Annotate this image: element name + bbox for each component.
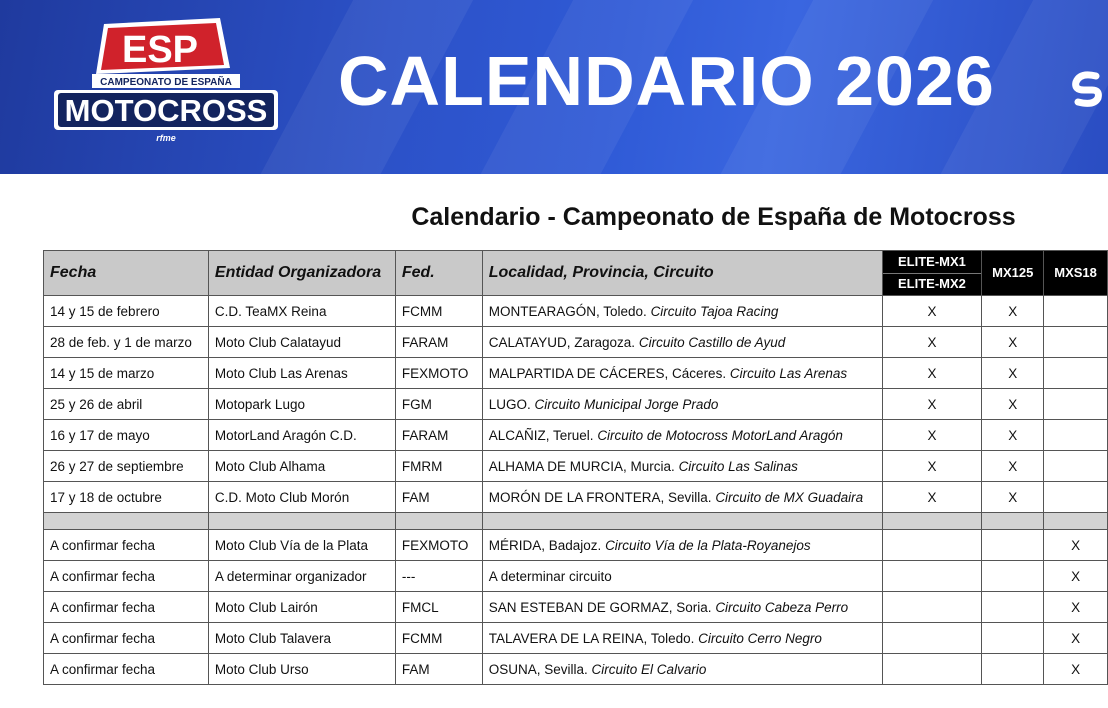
cell-fecha: 14 y 15 de febrero [44, 296, 209, 327]
header-banner [0, 0, 1108, 174]
cell-mxs18 [1044, 327, 1108, 358]
cell-entidad: A determinar organizador [208, 561, 395, 592]
cell-mx125: X [982, 482, 1044, 513]
cell-mxs18: X [1044, 592, 1108, 623]
cell-fed: --- [395, 561, 482, 592]
cell-localidad [482, 420, 882, 451]
locality-text: MONTEARAGÓN, Toledo. [488, 303, 647, 319]
cell-elite [882, 530, 982, 561]
cell-entidad: C.D. Moto Club Morón [208, 482, 395, 513]
cell-mxs18 [1044, 389, 1108, 420]
table-row [44, 327, 1108, 358]
cell-localidad [482, 623, 882, 654]
table-row [44, 592, 1108, 623]
cell-fecha: 17 y 18 de octubre [44, 482, 209, 513]
locality-text: LUGO. [488, 396, 531, 412]
table-row [44, 296, 1108, 327]
header-localidad: Localidad, Provincia, Circuito [482, 251, 882, 296]
cell-mx125: X [982, 451, 1044, 482]
header-elite [882, 251, 982, 296]
cell-entidad: Moto Club Alhama [208, 451, 395, 482]
locality-text: ALHAMA DE MURCIA, Murcia. [488, 458, 675, 474]
separator-row [44, 513, 1108, 530]
cell-mxs18 [1044, 420, 1108, 451]
cell-localidad [482, 530, 882, 561]
cell-mx125: X [982, 296, 1044, 327]
cell-elite: X [882, 389, 982, 420]
cell-fed: FARAM [395, 420, 482, 451]
cell-fecha: A confirmar fecha [44, 592, 209, 623]
cell-elite: X [882, 420, 982, 451]
cell-mxs18: X [1044, 623, 1108, 654]
locality-text: TALAVERA DE LA REINA, Toledo. [488, 630, 695, 646]
cell-localidad [482, 451, 882, 482]
circuit-text: Circuito Castillo de Ayud [638, 334, 786, 350]
cell-mx125: X [982, 327, 1044, 358]
logo-motocross-text: MOTOCROSS [64, 93, 268, 128]
cell-fed: FMCL [395, 592, 482, 623]
cell-fed: FARAM [395, 327, 482, 358]
table-row [44, 654, 1108, 685]
cell-entidad: Motopark Lugo [208, 389, 395, 420]
cell-mxs18 [1044, 451, 1108, 482]
table-header-row [44, 251, 1108, 296]
cell-entidad: MotorLand Aragón C.D. [208, 420, 395, 451]
cell-fed: FMRM [395, 451, 482, 482]
circuit-text: Circuito Cabeza Perro [715, 599, 849, 615]
table-row [44, 482, 1108, 513]
locality-text: ALCAÑIZ, Teruel. [488, 427, 594, 443]
cell-localidad [482, 358, 882, 389]
cell-mx125 [982, 592, 1044, 623]
cell-fecha: A confirmar fecha [44, 654, 209, 685]
header-fecha: Fecha [44, 251, 209, 296]
motocross-championship-logo [52, 14, 280, 148]
logo-sub-text: CAMPEONATO DE ESPAÑA [100, 77, 232, 88]
cell-fed: FCMM [395, 296, 482, 327]
cell-elite [882, 654, 982, 685]
cell-entidad: Moto Club Urso [208, 654, 395, 685]
locality-text: CALATAYUD, Zaragoza. [488, 334, 636, 350]
circuit-text: Circuito El Calvario [591, 661, 707, 677]
cell-fecha: A confirmar fecha [44, 623, 209, 654]
header-fed: Fed. [395, 251, 482, 296]
logo-rfme-text: rfme [156, 133, 176, 143]
cell-entidad: Moto Club Talavera [208, 623, 395, 654]
cell-fed: FCMM [395, 623, 482, 654]
cell-mxs18 [1044, 358, 1108, 389]
cell-fed: FAM [395, 482, 482, 513]
header-elite-mx2: ELITE-MX2 [883, 273, 982, 296]
cell-mxs18: X [1044, 561, 1108, 592]
cell-localidad [482, 482, 882, 513]
cell-elite: X [882, 327, 982, 358]
table-row [44, 420, 1108, 451]
table-row [44, 451, 1108, 482]
cell-fed: FEXMOTO [395, 358, 482, 389]
cell-elite: X [882, 451, 982, 482]
cell-mxs18: X [1044, 530, 1108, 561]
table-row [44, 389, 1108, 420]
cell-mx125: X [982, 420, 1044, 451]
logo-esp-text: ESP [121, 29, 199, 71]
cell-elite: X [882, 482, 982, 513]
table-row [44, 358, 1108, 389]
header-entidad: Entidad Organizadora [208, 251, 395, 296]
table-row [44, 530, 1108, 561]
cell-entidad: Moto Club Las Arenas [208, 358, 395, 389]
cell-localidad [482, 296, 882, 327]
cell-mx125 [982, 623, 1044, 654]
cell-mx125 [982, 654, 1044, 685]
cell-mx125: X [982, 389, 1044, 420]
calendar-table [43, 250, 1108, 685]
cell-elite [882, 592, 982, 623]
circuit-text: Circuito Cerro Negro [698, 630, 822, 646]
cell-elite: X [882, 296, 982, 327]
header-mxs18: MXS18 [1044, 251, 1108, 296]
cell-entidad: Moto Club Vía de la Plata [208, 530, 395, 561]
header-elite-mx1: ELITE-MX1 [898, 253, 966, 269]
cell-entidad: Moto Club Lairón [208, 592, 395, 623]
cell-mx125: X [982, 358, 1044, 389]
cell-fed: FAM [395, 654, 482, 685]
cell-elite [882, 561, 982, 592]
locality-text: SAN ESTEBAN DE GORMAZ, Soria. [488, 599, 712, 615]
cell-fecha: 25 y 26 de abril [44, 389, 209, 420]
cell-elite: X [882, 358, 982, 389]
link-icon [1066, 66, 1108, 110]
cell-mxs18 [1044, 296, 1108, 327]
cell-entidad: C.D. TeaMX Reina [208, 296, 395, 327]
locality-text: A determinar circuito [488, 568, 612, 584]
cell-mxs18 [1044, 482, 1108, 513]
cell-fecha: 26 y 27 de septiembre [44, 451, 209, 482]
locality-text: OSUNA, Sevilla. [488, 661, 588, 677]
table-row [44, 623, 1108, 654]
circuit-text: Circuito Vía de la Plata-Royanejos [605, 537, 811, 553]
circuit-text: Circuito Las Salinas [678, 458, 798, 474]
document-title: Calendario - Campeonato de España de Motocross [411, 203, 1016, 231]
cell-fecha: 28 de feb. y 1 de marzo [44, 327, 209, 358]
cell-fecha: A confirmar fecha [44, 561, 209, 592]
table-row [44, 561, 1108, 592]
locality-text: MORÓN DE LA FRONTERA, Sevilla. [488, 489, 712, 505]
cell-mx125 [982, 530, 1044, 561]
locality-text: MALPARTIDA DE CÁCERES, Cáceres. [488, 365, 727, 381]
cell-localidad [482, 389, 882, 420]
cell-localidad [482, 561, 882, 592]
locality-text: MÉRIDA, Badajoz. [488, 537, 602, 553]
cell-mx125 [982, 561, 1044, 592]
circuit-text: Circuito de Motocross MotorLand Aragón [597, 427, 843, 443]
circuit-text: Circuito Municipal Jorge Prado [534, 396, 719, 412]
cell-fecha: 16 y 17 de mayo [44, 420, 209, 451]
cell-mxs18: X [1044, 654, 1108, 685]
cell-localidad [482, 592, 882, 623]
cell-fecha: 14 y 15 de marzo [44, 358, 209, 389]
circuit-text: Circuito Tajoa Racing [650, 303, 779, 319]
cell-localidad [482, 327, 882, 358]
cell-fecha: A confirmar fecha [44, 530, 209, 561]
cell-elite [882, 623, 982, 654]
calendar-rows [44, 296, 1108, 685]
cell-fed: FEXMOTO [395, 530, 482, 561]
cell-localidad [482, 654, 882, 685]
cell-fed: FGM [395, 389, 482, 420]
cell-entidad: Moto Club Calatayud [208, 327, 395, 358]
circuit-text: Circuito de MX Guadaira [715, 489, 864, 505]
header-mx125: MX125 [982, 251, 1044, 296]
banner-title: CALENDARIO 2026 [338, 42, 995, 120]
circuit-text: Circuito Las Arenas [729, 365, 848, 381]
